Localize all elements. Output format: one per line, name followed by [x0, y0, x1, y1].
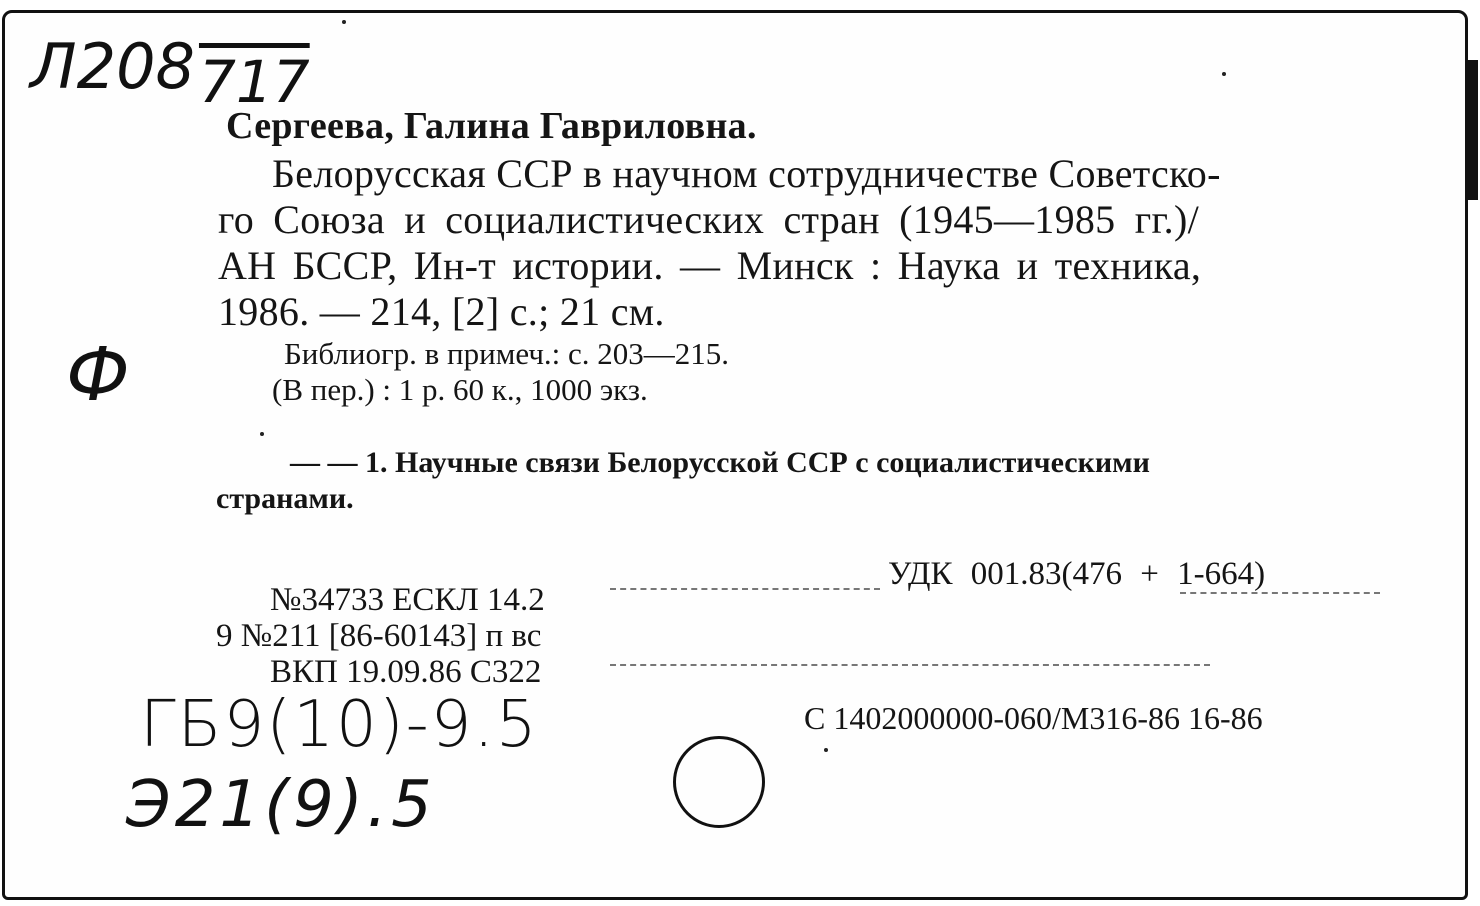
author-heading: Сергеева, Галина Гавриловна. — [226, 105, 757, 147]
udc-line: УДК 001.83(476 + 1-664) — [888, 556, 1266, 592]
catalog-line-1: №34733 ЕСКЛ 14.2 — [270, 582, 545, 618]
inventory-suffix: 717 — [198, 48, 310, 116]
card-code: С 1402000000-060/М316-86 16-86 — [804, 700, 1263, 736]
subject-line-1: — — 1. Научные связи Белорусской ССР с социалистическими — [290, 446, 1150, 479]
handwritten-classification-2: Э21(9).5 — [126, 768, 436, 842]
inventory-number: Л208 — [30, 30, 195, 103]
punch-hole-circle — [673, 736, 765, 828]
dashed-line-2 — [1180, 592, 1380, 594]
dashed-line-1 — [610, 588, 880, 590]
dashed-line-3 — [610, 664, 1210, 666]
handwritten-sign-letter: Ф — [66, 332, 130, 418]
ink-speck — [260, 432, 264, 436]
title-line-2: го Союза и социалистических стран (1945—1985 гг.)/ — [218, 197, 1200, 242]
catalog-line-3: ВКП 19.09.86 С322 — [270, 654, 542, 690]
ink-speck — [824, 748, 828, 752]
subject-line-2: странами. — [216, 482, 354, 515]
ink-speck — [1222, 72, 1226, 76]
ink-speck — [342, 20, 346, 24]
handwritten-classification-1: ГБ9(10)-9.5 — [140, 688, 539, 762]
card-edge-mark — [1468, 60, 1478, 200]
title-line-1: Белорусская ССР в научном сотрудничестве Советско- — [272, 151, 1221, 196]
catalog-line-2: 9 №211 [86-60143] п вс — [216, 618, 542, 654]
handwritten-inventory-number — [30, 30, 310, 116]
title-line-4: 1986. — 214, [2] с.; 21 см. — [218, 289, 665, 334]
bibliography-note: Библиогр. в примеч.: с. 203—215. — [284, 336, 730, 371]
title-line-3: АН БССР, Ин-т истории. — Минск : Наука и техника, — [218, 243, 1202, 288]
price-note: (В пер.) : 1 р. 60 к., 1000 экз. — [272, 372, 648, 407]
